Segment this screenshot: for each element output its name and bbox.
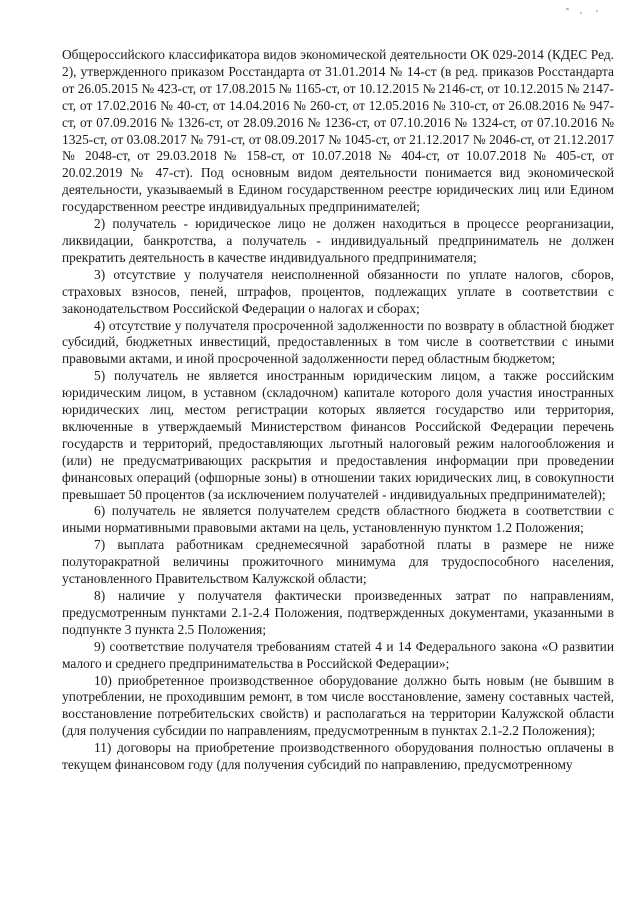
document-page xyxy=(62,47,614,774)
paragraph-item-10: 10) приобретенное производственное оборудование должно быть новым (не бывшим в употреблении, не проходившим ремонт, в том числе восстановление, замену составных частей, восстановление потребительских свойств) и располагаться на территории Калужской области (для получения субсидии по направлениям, предусмотренным в пунктах 2.1-2.2 Положения); xyxy=(62,672,614,739)
scan-speck xyxy=(596,10,598,12)
paragraph-item-3: 3) отсутствие у получателя неисполненной обязанности по уплате налогов, сборов, страховых взносов, пеней, штрафов, процентов, подлежащих уплате в соответствии с законодательством Российской Федерации о налогах и сборах; xyxy=(62,266,614,316)
scan-speck xyxy=(566,8,569,10)
paragraph-item-2: 2) получатель - юридическое лицо не должен находиться в процессе реорганизации, ликвидации, банкротства, а получатель - индивидуальный предприниматель не должен прекратить деятельность в качестве индивидуального предпринимателя; xyxy=(62,216,614,265)
paragraph-item-11: 11) договоры на приобретение производственного оборудования полностью оплачены в текущем финансовом году (для получения субсидий по направлению, предусмотренному xyxy=(62,740,614,773)
paragraph-item-4: 4) отсутствие у получателя просроченной задолженности по возврату в областной бюджет субсидий, бюджетных инвестиций, предоставленных в том числе в соответствии с иными правовыми актами, и иной просроченной задолженности перед областным бюджетом; xyxy=(62,317,614,367)
paragraph-classifier-continuation: Общероссийского классификатора видов экономической деятельности ОК 029-2014 (КДЕС Ред. 2), утвержденного приказом Росстандарта от 31.01.2014 № 14-ст (в ред. приказов Росстандарта от 26.05.2015 № 423-ст, от 17.08.2015 № 1165-ст, от 10.12.2015 № 2146-ст, от 10.12.2015 № 2147-ст, от 17.02.2016 № 40-ст, от 14.04.2016 № 260-ст, от 12.05.2016 № 310-ст, от 26.08.2016 № 947-ст, от 07.09.2016 № 1326-ст, от 28.09.2016 № 1236-ст, от 07.10.2016 № 1324-ст, от 07.10.2016 № 1325-ст, от 03.08.2017 № 791-ст, от 08.09.2017 № 1045-ст, от 21.12.2017 № 2046-ст, от 21.12.2017 № 2048-ст, от 29.03.2018 № 158-ст, от 10.07.2018 № 404-ст, от 10.07.2018 № 405-ст, от 20.02.2019 № 47-ст). Под основным видом деятельности понимается вид экономической деятельности, указываемый в Едином государственном реестре юридических лиц или Едином государственном реестре индивидуальных предпринимателей; xyxy=(62,47,615,215)
paragraph-item-9: 9) соответствие получателя требованиям статей 4 и 14 Федерального закона «О развитии малого и среднего предпринимательства в Российской Федерации»; xyxy=(62,638,614,671)
paragraph-item-6: 6) получатель не является получателем средств областного бюджета в соответствии с иными нормативными правовыми актами на цель, установленную пунктом 1.2 Положения; xyxy=(62,503,614,536)
paragraph-item-7: 7) выплата работникам среднемесячной заработной платы в размере не ниже полуторакратной величины прожиточного минимума для трудоспособного населения, установленного Правительством Калужской области; xyxy=(62,537,614,587)
paragraph-item-8: 8) наличие у получателя фактически произведенных затрат по направлениям, предусмотренным пунктами 2.1-2.4 Положения, подтвержденных документами, указанными в подпункте 3 пункта 2.5 Положения; xyxy=(62,588,614,637)
paragraph-item-5: 5) получатель не является иностранным юридическим лицом, а также российским юридическим лицом, в уставном (складочном) капитале которого доля участия иностранных юридических лиц, местом регистрации которых является государство или территория, включенные в утверждаемый Министерством финансов Российской Федерации перечень государств и территорий, предоставляющих льготный налоговый режим налогообложения и (или) не предусматривающих раскрытия и предоставления информации при проведении финансовых операций (офшорные зоны) в отношении таких юридических лиц, в совокупности превышает 50 процентов (за исключением получателей - индивидуальных предпринимателей); xyxy=(62,368,614,502)
scan-speck xyxy=(580,12,582,14)
